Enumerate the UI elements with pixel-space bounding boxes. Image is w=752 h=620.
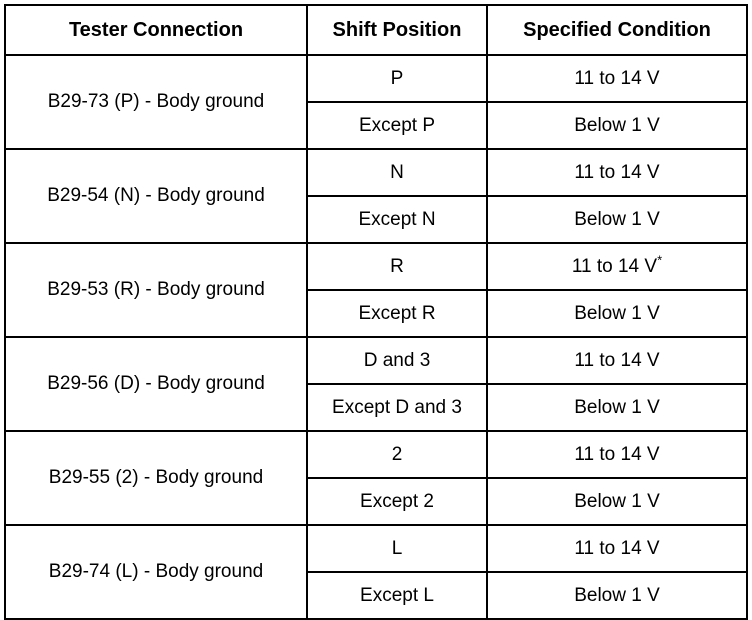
condition-text: 11 to 14 V [574,349,660,371]
specified-condition-cell [487,572,747,619]
condition-text: Below 1 V [574,584,660,606]
table-header [5,5,747,55]
shift-position-cell: Except L [307,572,487,619]
condition-text: 11 to 14 V [574,161,660,183]
table-header-row [5,5,747,55]
specified-condition-cell [487,478,747,525]
condition-text: Below 1 V [574,396,660,418]
shift-position-cell: N [307,149,487,196]
condition-text: Below 1 V [574,114,660,136]
column-header-specified-condition: Specified Condition [487,5,747,55]
shift-position-cell: Except D and 3 [307,384,487,431]
shift-position-cell: Except R [307,290,487,337]
column-header-shift-position: Shift Position [307,5,487,55]
table-row [5,431,747,478]
tester-connection-cell: B29-74 (L) - Body ground [5,525,307,619]
tester-connection-cell: B29-54 (N) - Body ground [5,149,307,243]
shift-position-cell: P [307,55,487,102]
shift-position-cell: R [307,243,487,290]
condition-text: 11 to 14 V [574,67,660,89]
specified-condition-cell [487,337,747,384]
shift-position-cell: 2 [307,431,487,478]
specified-condition-cell [487,384,747,431]
condition-text: 11 to 14 V [571,255,658,277]
specified-condition-cell [487,525,747,572]
table-row [5,525,747,572]
tester-connection-cell: B29-55 (2) - Body ground [5,431,307,525]
condition-text: 11 to 14 V [574,443,660,465]
table-row [5,243,747,290]
shift-position-cell: Except N [307,196,487,243]
tester-connection-cell: B29-53 (R) - Body ground [5,243,307,337]
condition-text: 11 to 14 V [574,537,660,559]
tester-connection-cell: B29-73 (P) - Body ground [5,55,307,149]
table-row [5,149,747,196]
table-body [5,55,747,619]
shift-position-cell: Except 2 [307,478,487,525]
specified-condition-cell [487,290,747,337]
condition-text: Below 1 V [574,208,660,230]
footnote-marker: * [657,252,663,268]
table-row [5,55,747,102]
specified-condition-cell [487,102,747,149]
specified-condition-cell [487,431,747,478]
shift-position-cell: D and 3 [307,337,487,384]
table-row [5,337,747,384]
specified-condition-cell [487,243,747,290]
shift-position-cell: L [307,525,487,572]
specified-condition-cell [487,149,747,196]
condition-text: Below 1 V [574,490,660,512]
column-header-tester-connection: Tester Connection [5,5,307,55]
shift-position-cell: Except P [307,102,487,149]
condition-text: Below 1 V [574,302,660,324]
specified-condition-cell [487,196,747,243]
tester-connection-cell: B29-56 (D) - Body ground [5,337,307,431]
specified-condition-cell [487,55,747,102]
specification-table [4,4,748,620]
